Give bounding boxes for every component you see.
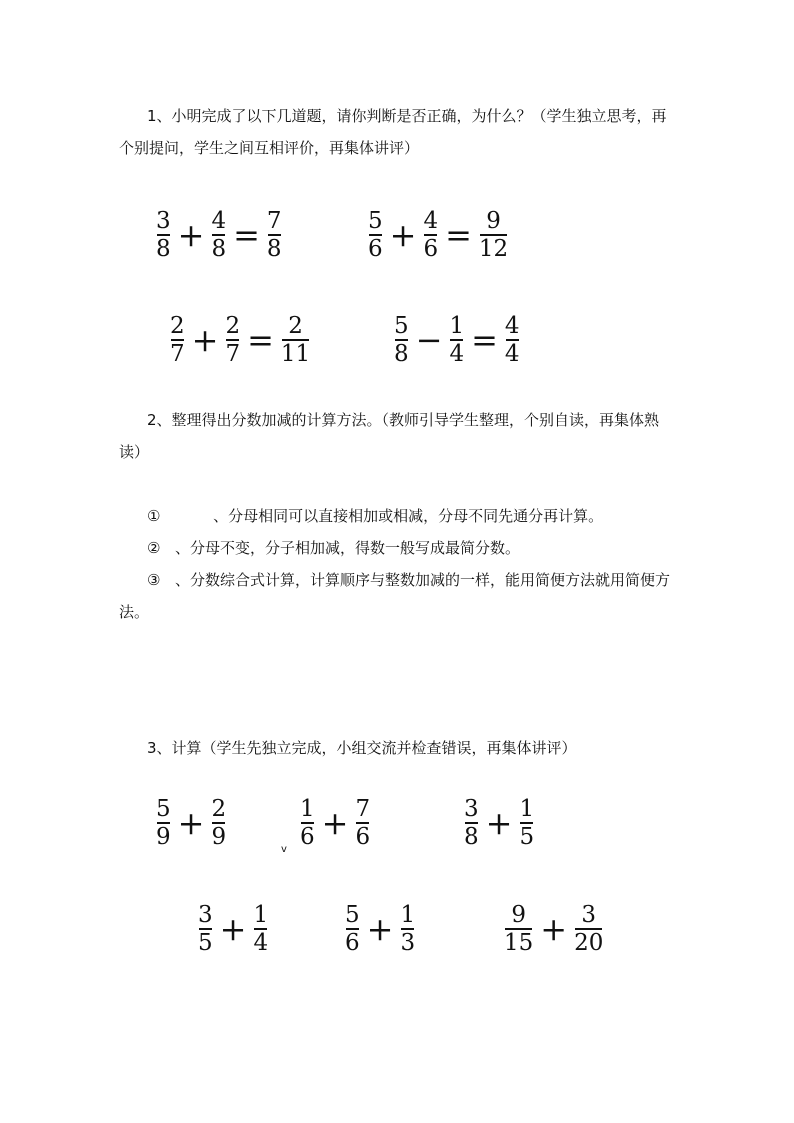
- denominator: 7: [225, 340, 241, 367]
- operator: =: [247, 320, 274, 359]
- denominator: 4: [449, 340, 465, 367]
- fraction: [209, 208, 228, 262]
- denominator: 12: [478, 235, 509, 262]
- numerator: 5: [394, 313, 409, 339]
- operator: +: [389, 215, 417, 254]
- exercise: [343, 902, 417, 956]
- stray-mark: v: [281, 844, 287, 855]
- equation: [168, 313, 312, 367]
- operator: +: [540, 909, 568, 948]
- denominator: 3: [400, 929, 416, 956]
- fraction: [168, 313, 187, 367]
- fraction: [572, 902, 605, 956]
- fraction: [447, 313, 466, 367]
- equation: [392, 313, 522, 367]
- numerator: 4: [423, 208, 439, 234]
- fraction: [343, 902, 362, 956]
- fraction: [209, 796, 228, 850]
- equation: [154, 208, 284, 262]
- numerator: 5: [156, 796, 171, 822]
- denominator: 8: [211, 235, 227, 262]
- fraction: [353, 796, 372, 850]
- numerator: 3: [581, 902, 597, 928]
- fraction: [503, 313, 522, 367]
- operator: =: [471, 320, 498, 359]
- fraction: [154, 208, 173, 262]
- numerator: 1: [253, 902, 269, 928]
- numerator: 4: [504, 313, 520, 339]
- fraction: [279, 313, 312, 367]
- fraction: [251, 902, 270, 956]
- numerator: 1: [449, 313, 465, 339]
- numerator: 3: [198, 902, 213, 928]
- denominator: 15: [504, 929, 534, 956]
- denominator: 6: [368, 235, 383, 262]
- exercise: [462, 796, 536, 850]
- exercise: [154, 796, 228, 850]
- method-text: 、分母相同可以直接相加或相减，分母不同先通分再计算。: [175, 507, 604, 525]
- method-number: ①: [147, 507, 161, 525]
- denominator: 6: [355, 823, 371, 850]
- fraction: [392, 313, 411, 367]
- numerator: 2: [225, 313, 241, 339]
- numerator: 5: [345, 902, 360, 928]
- operator: +: [366, 909, 394, 948]
- numerator: 1: [300, 796, 315, 822]
- numerator: 9: [486, 208, 501, 234]
- exercise: [502, 902, 605, 956]
- numerator: 1: [519, 796, 535, 822]
- numerator: 4: [211, 208, 227, 234]
- denominator: 8: [394, 340, 409, 367]
- numerator: 9: [511, 902, 526, 928]
- fraction: [517, 796, 536, 850]
- fraction: [398, 902, 417, 956]
- method-item: [119, 564, 679, 628]
- fraction: [154, 796, 173, 850]
- question-3-text: 3、计算（学生先独立完成，小组交流并检查错误，再集体讲评）: [147, 739, 577, 757]
- operator: =: [233, 215, 260, 254]
- numerator: 5: [368, 208, 383, 234]
- method-number: ③: [147, 571, 161, 589]
- method-number: ②: [147, 539, 161, 557]
- operator: +: [177, 803, 205, 842]
- numerator: 2: [211, 796, 227, 822]
- method-item: [119, 500, 679, 532]
- fraction: [477, 208, 510, 262]
- denominator: 7: [170, 340, 185, 367]
- denominator: 5: [198, 929, 213, 956]
- equation: [366, 208, 510, 262]
- operator: +: [191, 320, 219, 359]
- exercise: [298, 796, 372, 850]
- operator: +: [321, 803, 349, 842]
- fraction: [223, 313, 242, 367]
- operator: +: [485, 803, 513, 842]
- numerator: 3: [156, 208, 171, 234]
- denominator: 6: [423, 235, 439, 262]
- denominator: 8: [156, 235, 171, 262]
- question-1-text: 1、小明完成了以下几道题，请你判断是否正确，为什么？（学生独立思考，再个别提问，学生之间互相评价，再集体讲评）: [119, 107, 667, 157]
- denominator: 8: [464, 823, 479, 850]
- denominator: 9: [156, 823, 171, 850]
- operator: =: [445, 215, 472, 254]
- numerator: 7: [355, 796, 371, 822]
- numerator: 2: [170, 313, 185, 339]
- fraction: [196, 902, 215, 956]
- operator: +: [177, 215, 205, 254]
- fraction: [265, 208, 284, 262]
- fraction: [502, 902, 535, 956]
- numerator: 3: [464, 796, 479, 822]
- method-text: 、分数综合式计算，计算顺序与整数加减的一样，能用简便方法就用简便方法。: [119, 571, 671, 621]
- operator: +: [219, 909, 247, 948]
- fraction: [462, 796, 481, 850]
- denominator: 6: [345, 929, 360, 956]
- denominator: 8: [266, 235, 282, 262]
- exercise: [196, 902, 270, 956]
- operator: −: [415, 320, 443, 359]
- numerator: 2: [288, 313, 303, 339]
- denominator: 20: [574, 929, 604, 956]
- numerator: 7: [266, 208, 282, 234]
- method-item: [119, 532, 679, 564]
- fraction: [298, 796, 317, 850]
- fraction: [421, 208, 440, 262]
- denominator: 11: [280, 340, 311, 367]
- denominator: 9: [211, 823, 227, 850]
- question-2-text: 2、整理得出分数加减的计算方法。（教师引导学生整理，个别自读，再集体熟读）: [119, 411, 660, 461]
- denominator: 5: [519, 823, 535, 850]
- denominator: 4: [504, 340, 520, 367]
- method-text: 、分母不变，分子相加减，得数一般写成最简分数。: [175, 539, 521, 557]
- denominator: 4: [253, 929, 269, 956]
- denominator: 6: [300, 823, 315, 850]
- numerator: 1: [400, 902, 416, 928]
- fraction: [366, 208, 385, 262]
